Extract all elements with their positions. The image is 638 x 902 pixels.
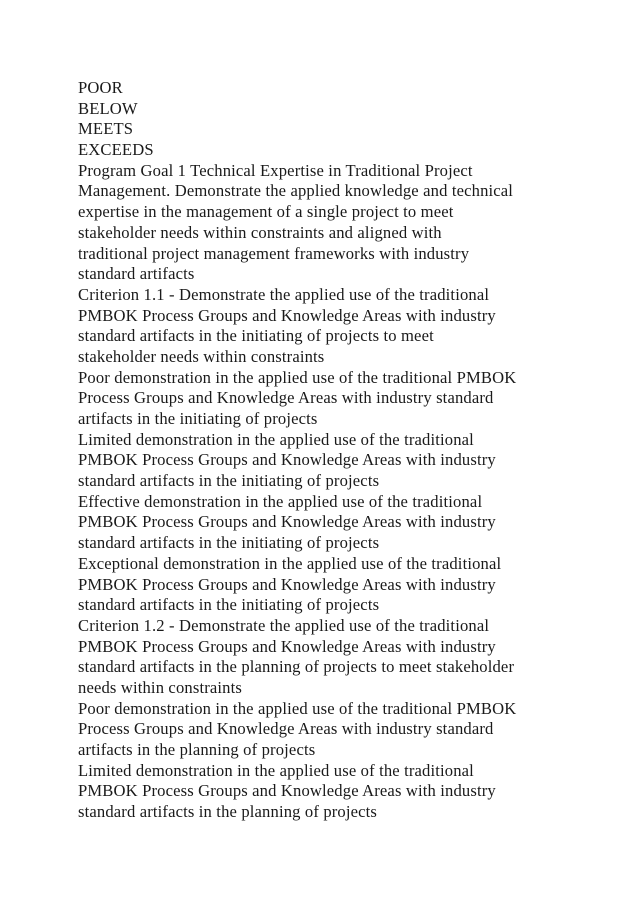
- criterion-1-2-below-line: standard artifacts in the planning of projects: [78, 802, 378, 822]
- criterion-1-1-line: Criterion 1.1 - Demonstrate the applied use of the traditional: [78, 284, 490, 304]
- program-goal-line: expertise in the management of a single project to meet: [78, 202, 454, 222]
- rating-label-below: BELOW: [78, 98, 138, 118]
- criterion-1-1-below-line: standard artifacts in the initiating of projects: [78, 471, 380, 491]
- criterion-1-1-poor-line: Poor demonstration in the applied use of the traditional PMBOK: [78, 367, 517, 387]
- criterion-1-1-below-line: PMBOK Process Groups and Knowledge Areas with industry: [78, 450, 496, 470]
- criterion-1-2-poor-line: artifacts in the planning of projects: [78, 740, 316, 759]
- rating-label-poor: POOR: [78, 78, 123, 97]
- criterion-1-1-meets-line: standard artifacts in the initiating of projects: [78, 533, 380, 553]
- criterion-1-1-line: PMBOK Process Groups and Knowledge Areas with industry: [78, 305, 496, 325]
- criterion-1-1-below-line: Limited demonstration in the applied use of the traditional: [78, 429, 474, 449]
- criterion-1-2-line: standard artifacts in the planning of projects to meet stakeholder: [78, 657, 515, 677]
- criterion-1-2-poor-line: Poor demonstration in the applied use of the traditional PMBOK: [78, 698, 517, 718]
- program-goal-line: traditional project management frameworks with industry: [78, 243, 470, 263]
- criterion-1-2-below-line: PMBOK Process Groups and Knowledge Areas with industry: [78, 781, 496, 801]
- rating-label-exceeds: EXCEEDS: [78, 140, 154, 160]
- criterion-1-2-poor-line: Process Groups and Knowledge Areas with industry standard: [78, 719, 494, 739]
- program-goal-line: standard artifacts: [78, 264, 195, 284]
- program-goal-line: Management. Demonstrate the applied knowledge and technical: [78, 181, 514, 201]
- criterion-1-1-poor-line: Process Groups and Knowledge Areas with industry standard: [78, 388, 494, 408]
- program-goal-line: Program Goal 1 Technical Expertise in Traditional Project: [78, 160, 473, 180]
- criterion-1-2-line: needs within constraints: [78, 677, 242, 697]
- rating-label-meets: MEETS: [78, 119, 134, 139]
- criterion-1-1-meets-line: Effective demonstration in the applied use of the traditional: [78, 491, 483, 511]
- criterion-1-2-line: Criterion 1.2 - Demonstrate the applied use of the traditional: [78, 615, 490, 635]
- criterion-1-1-line: stakeholder needs within constraints: [78, 346, 325, 366]
- program-goal-line: stakeholder needs within constraints and aligned with: [78, 222, 442, 242]
- criterion-1-1-exceeds-line: standard artifacts in the initiating of projects: [78, 595, 380, 615]
- criterion-1-1-poor-line: artifacts in the initiating of projects: [78, 409, 318, 428]
- criterion-1-1-meets-line: PMBOK Process Groups and Knowledge Areas with industry: [78, 512, 496, 532]
- criterion-1-2-line: PMBOK Process Groups and Knowledge Areas with industry: [78, 636, 496, 656]
- criterion-1-1-exceeds-line: Exceptional demonstration in the applied use of the traditional: [78, 553, 502, 573]
- criterion-1-1-exceeds-line: PMBOK Process Groups and Knowledge Areas with industry: [78, 574, 496, 594]
- criterion-1-1-line: standard artifacts in the initiating of projects to meet: [78, 326, 434, 346]
- document-body: [78, 78, 618, 823]
- criterion-1-2-below-line: Limited demonstration in the applied use of the traditional: [78, 760, 474, 780]
